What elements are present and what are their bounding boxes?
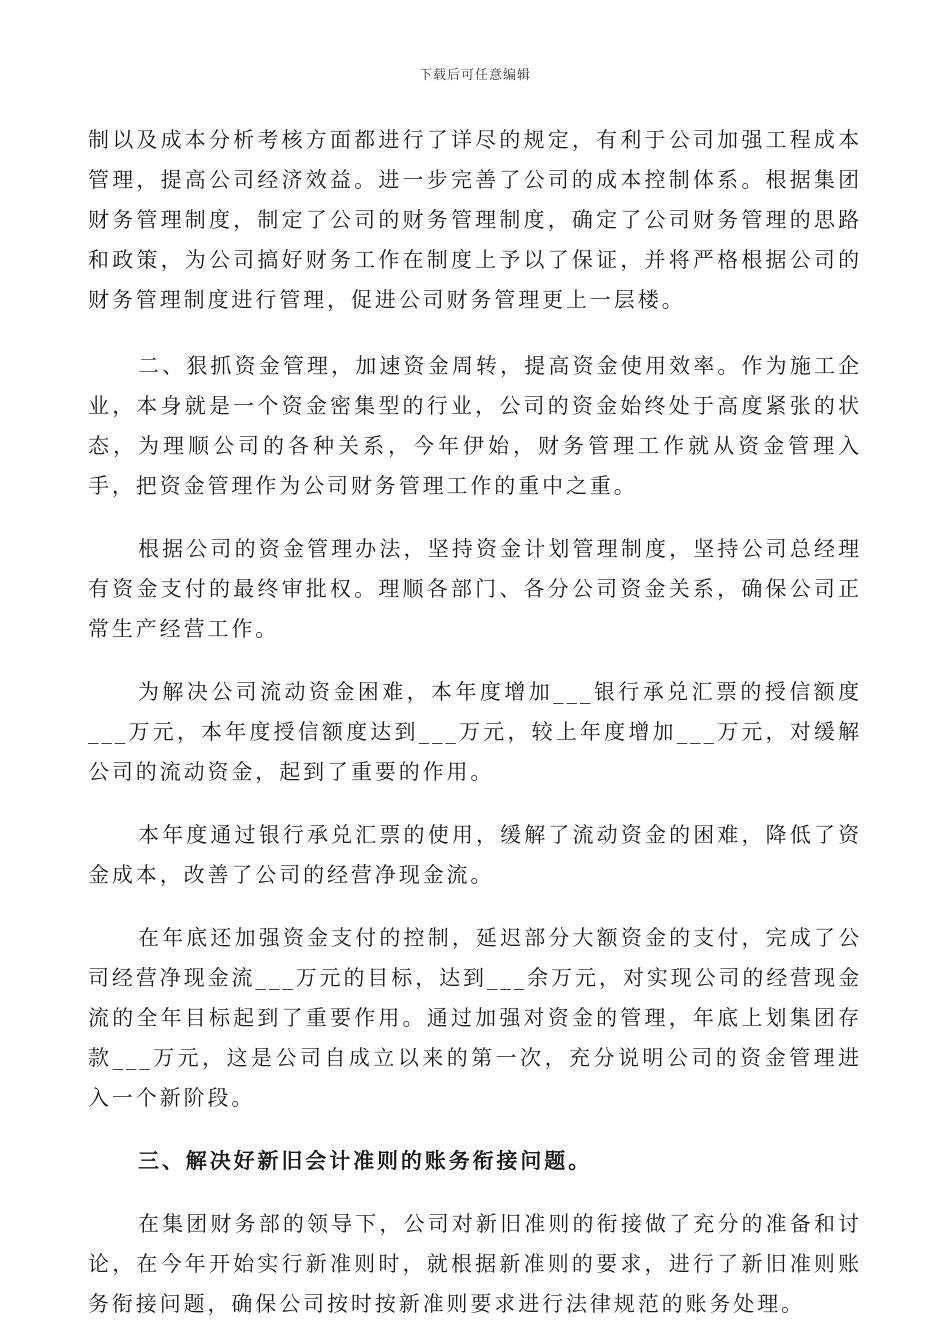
- paragraph-fund-management: 二、狠抓资金管理，加速资金周转，提高资金使用效率。作为施工企业，本身就是一个资金密集型的行业，公司的资金始终处于高度紧张的状态，为理顺公司的各种关系，今年伊始，财务管理工作就从资金管理入手，把资金管理作为公司财务管理工作的重中之重。: [88, 354, 862, 498]
- paragraph-credit-line: 为解决公司流动资金困难，本年度增加___银行承兑汇票的授信额度___万元，本年度授信额度达到___万元，较上年度增加___万元，对缓解公司的流动资金，起到了重要的作用。: [88, 680, 862, 784]
- paragraph-cost-control: 制以及成本分析考核方面都进行了详尽的规定，有利于公司加强工程成本管理，提高公司经济效益。进一步完善了公司的成本控制体系。根据集团财务管理制度，制定了公司的财务管理制度，确定了公司财务管理的思路和政策，为公司搞好财务工作在制度上予以了保证，并将严格根据公司的财务管理制度进行管理，促进公司财务管理更上一层楼。: [88, 128, 862, 312]
- page-header-note: 下载后可任意编辑: [418, 68, 531, 83]
- paragraph-year-end-payments: 在年底还加强资金支付的控制，延迟部分大额资金的支付，完成了公司经营净现金流___万元的目标，达到___余万元，对实现公司的经营现金流的全年目标起到了重要作用。通过加强对资金的管理，年底上划集团存款___万元，这是公司自成立以来的第一次，充分说明公司的资金管理进入一个新阶段。: [88, 926, 862, 1110]
- document-body: [88, 120, 862, 1324]
- paragraph-fund-approval: 根据公司的资金管理办法，坚持资金计划管理制度，坚持公司总经理有资金支付的最终审批权。理顺各部门、各分公司资金关系，确保公司正常生产经营工作。: [88, 537, 862, 641]
- paragraph-standards-transition: 在集团财务部的领导下，公司对新旧准则的衔接做了充分的准备和讨论，在今年开始实行新准则时，就根据新准则的要求，进行了新旧准则账务衔接问题，确保公司按时按新准则要求进行法律规范的账务处理。: [88, 1212, 862, 1316]
- section-heading-accounting-standards: 三、解决好新旧会计准则的账务衔接问题。: [138, 1148, 593, 1173]
- paragraph-acceptance-bills: 本年度通过银行承兑汇票的使用，缓解了流动资金的困难，降低了资金成本，改善了公司的经营净现金流。: [88, 823, 862, 887]
